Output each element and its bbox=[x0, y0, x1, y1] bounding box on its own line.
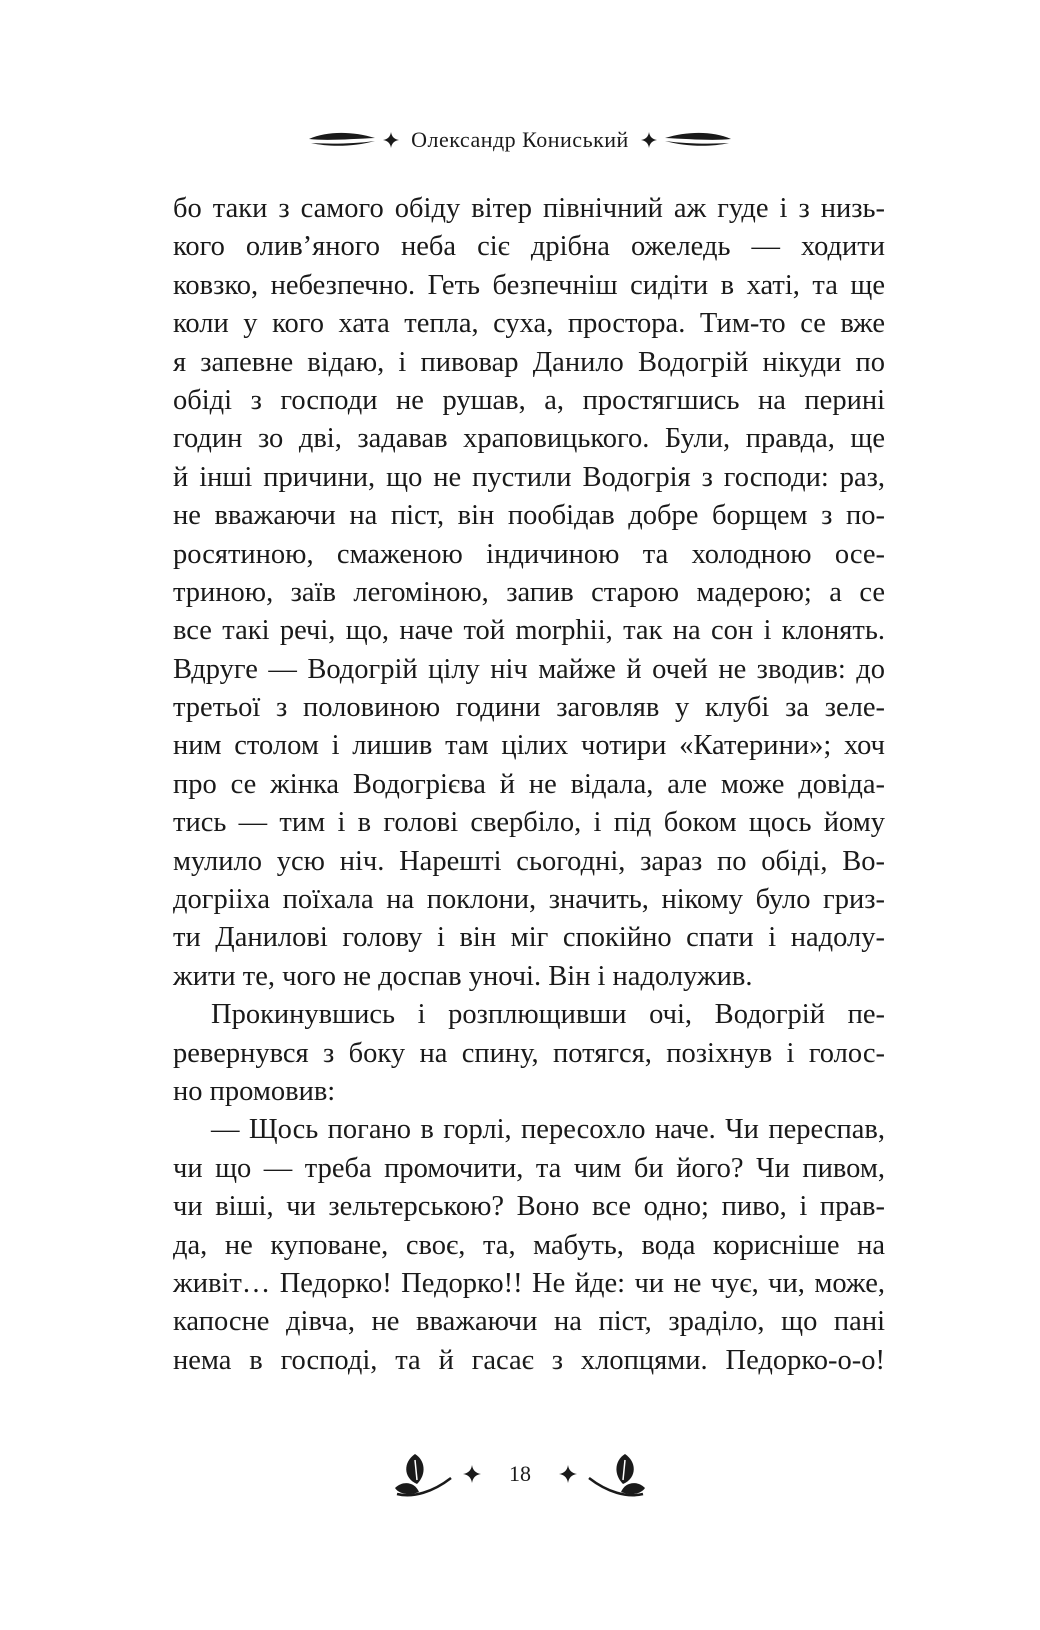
text-line: обіді з господи не рушав, а, простягшись на перині bbox=[173, 384, 885, 416]
text-line: годин зо дві, задавав храповицького. Були, правда, ще bbox=[173, 423, 885, 455]
text-line: Прокинувшись і розплющивши очі, Водогрій пе- bbox=[211, 999, 885, 1031]
text-line: ревернувся з боку на спину, потягся, позіхнув і голос- bbox=[173, 1037, 885, 1069]
four-point-star-icon bbox=[641, 132, 657, 148]
text-line: — Щось погано в горлі, пересохло наче. Чи переспав, bbox=[211, 1114, 885, 1146]
text-line: тись — тим і в голові свербіло, і під боком щось йому bbox=[173, 807, 885, 839]
text-line: ти Данилові голову і він міг спокійно спати і надолу- bbox=[173, 922, 885, 954]
text-line: про се жінка Водогрієва й не відала, але може довіда- bbox=[173, 768, 885, 800]
body-text bbox=[173, 190, 885, 1380]
leaf-flourish-icon bbox=[307, 129, 377, 151]
text-line: коли у кого хата тепла, суха, простора. Тим-то се вже bbox=[173, 308, 885, 340]
four-point-star-icon bbox=[463, 1465, 481, 1483]
leaf-sprig-icon bbox=[393, 1448, 455, 1500]
text-line: кого олив’яного неба сіє дрібна ожеледь — ходити bbox=[173, 231, 885, 263]
leaf-sprig-icon bbox=[585, 1448, 647, 1500]
text-line: росятиною, смаженою індичиною та холодною осе- bbox=[173, 538, 885, 570]
text-line: да, не куповане, своє, та, мабуть, вода корисніше на bbox=[173, 1229, 885, 1261]
text-line: капосне дівча, не вважаючи на піст, зраділо, що пані bbox=[173, 1306, 885, 1338]
text-line: Вдруге — Водогрій цілу ніч майже й очей не зводив: до bbox=[173, 653, 885, 685]
text-line: й інші причини, що не пустили Водогрія з господи: раз, bbox=[173, 461, 885, 493]
text-line: ковзко, небезпечно. Геть безпечніш сидіти в хаті, та ще bbox=[173, 269, 885, 301]
page-number: 18 bbox=[509, 1461, 531, 1486]
running-header bbox=[0, 120, 1040, 160]
text-line: нема в господі, та й гасає з хлопцями. Педорко-о-о! bbox=[173, 1344, 885, 1376]
four-point-star-icon bbox=[559, 1465, 577, 1483]
text-line: я запевне відаю, і пивовар Данило Водогрій нікуди по bbox=[173, 346, 885, 378]
text-line: триною, заїв легоміною, запив старою мадерою; а се bbox=[173, 576, 885, 608]
text-line: мулило усю ніч. Нарешті сьогодні, зараз по обіді, Во- bbox=[173, 845, 885, 877]
leaf-flourish-icon bbox=[663, 129, 733, 151]
text-line: ним столом і лишив там цілих чотири «Катерини»; хоч bbox=[173, 730, 885, 762]
page-footer bbox=[0, 1444, 1040, 1504]
text-line: чи віші, чи зельтерською? Воно все одно; пиво, і прав- bbox=[173, 1191, 885, 1223]
text-line: жити те, чого не доспав уночі. Він і надолужив. bbox=[173, 960, 753, 992]
text-line: бо таки з самого обіду вітер північний аж гуде і з низь- bbox=[173, 193, 885, 224]
four-point-star-icon bbox=[383, 132, 399, 148]
text-line: все такі речі, що, наче той morphii, так на сон і клонять. bbox=[173, 615, 885, 647]
text-line: третьої з половиною години заговляв у клубі за зеле- bbox=[173, 692, 885, 724]
running-header-author: Олександр Кониський bbox=[411, 127, 629, 152]
text-line: догрііха поїхала на поклони, значить, нікому було гриз- bbox=[173, 884, 885, 916]
text-line: живіт… Педорко! Педорко!! Не йде: чи не чує, чи, може, bbox=[173, 1267, 885, 1299]
text-line: не вважаючи на піст, він пообідав добре борщем з по- bbox=[173, 500, 885, 532]
text-line: чи що — треба промочити, та чим би його? Чи пивом, bbox=[173, 1152, 885, 1184]
text-line: но промовив: bbox=[173, 1075, 336, 1107]
